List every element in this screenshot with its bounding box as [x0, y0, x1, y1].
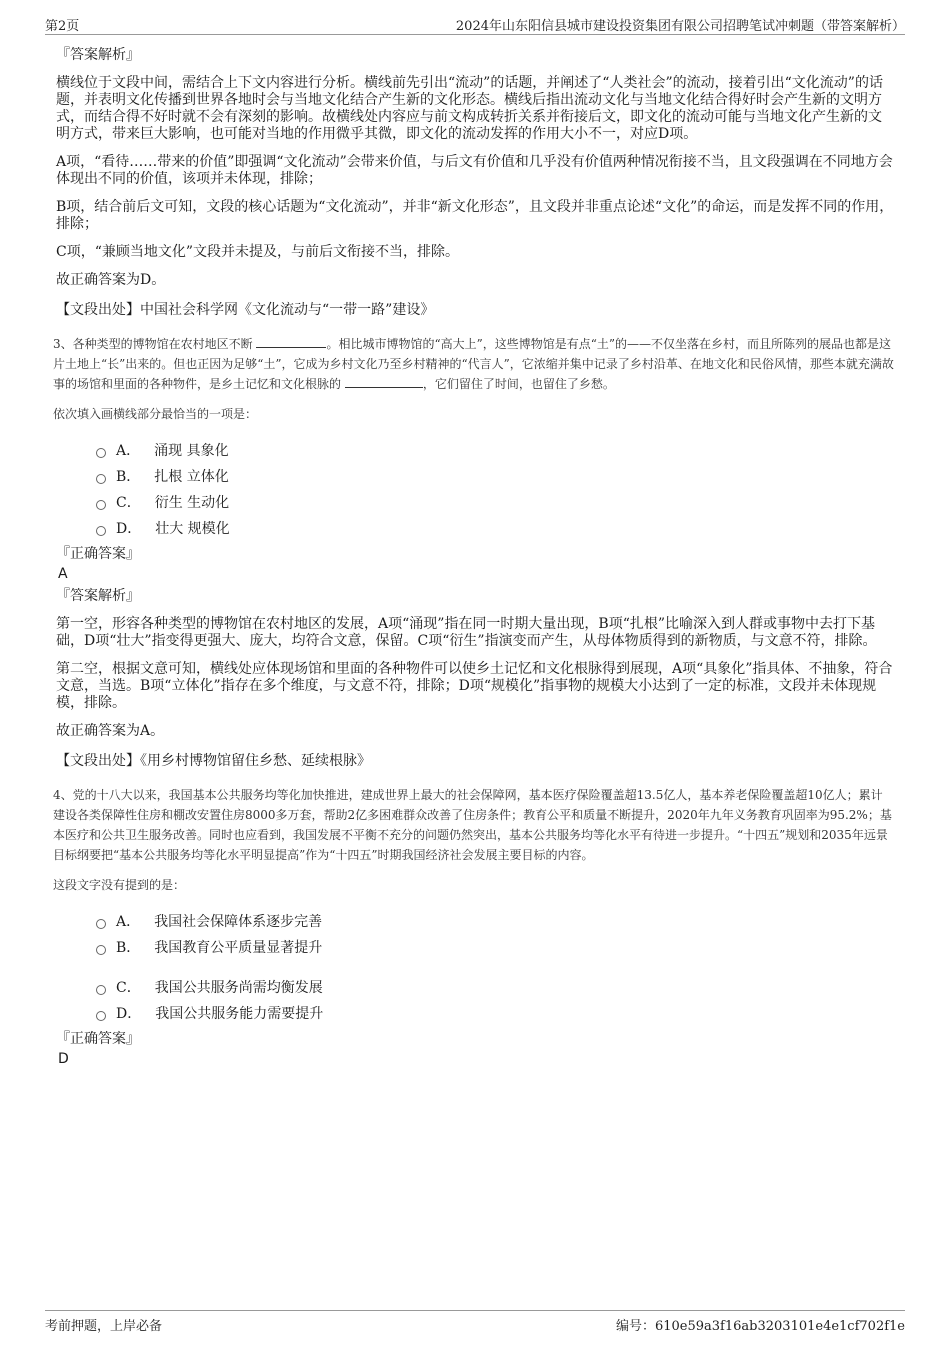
question-prompt: 这段文字没有提到的是：: [53, 878, 186, 892]
option-text: 我国公共服务尚需均衡发展: [154, 980, 323, 996]
analysis-paragraph: B项，结合前后文可知，文段的核心话题为“文化流动”，并非“新文化形态”，且文段并非重点论述“文化”的命运，而是发挥不同的作用，排除；: [56, 199, 894, 232]
analysis-paragraph: 横线位于文段中间，需结合上下文内容进行分析。横线前先引出“流动”的话题，并阐述了“人类社会”的流动，接着引出“文化流动”的话题，并表明文化传播到世界各地时会与当地文化结合产生新的文化形态。横线后指出流动文化与当地文化结合得好时会产生新的文明方式，而结合得不好时就不会有深刻的影响。故横线处内容应与前文构成转折关系并衔接后文，即文化的流动可能与当地文化产生新的文明方式，带来巨大影响，也可能对当地的作用微乎其微，即文化的流动发挥的作用大小不一，对应D项。: [56, 75, 883, 142]
answer-title: 『正确答案』: [56, 1031, 140, 1047]
question-prompt: 依次填入画横线部分最恰当的一项是：: [53, 407, 258, 421]
fill-blank-2: [345, 375, 423, 388]
document-id: 编号：610e59a3f16ab3203101e4e1cf702f1e: [615, 1319, 905, 1334]
option-letter: B．: [116, 940, 141, 956]
question-3: [53, 334, 894, 771]
radio-button-icon[interactable]: [96, 526, 106, 536]
page-footer: [45, 1310, 905, 1333]
radio-button-icon[interactable]: [96, 919, 106, 929]
correct-answer: D: [58, 1051, 69, 1067]
question-4: [53, 785, 894, 1069]
option-a[interactable]: [96, 909, 894, 935]
radio-button-icon[interactable]: [96, 985, 106, 995]
radio-button-icon[interactable]: [96, 500, 106, 510]
page-header: [45, 12, 905, 35]
analysis-conclusion: 故正确答案为D。: [56, 272, 166, 288]
document-title: 2024年山东阳信县城市建设投资集团有限公司招聘笔试冲刺题（带答案解析）: [455, 19, 905, 34]
question-text: 4、党的十八大以来，我国基本公共服务均等化加快推进，建成世界上最大的社会保障网，基本医疗保险覆盖超13.5亿人，基本养老保险覆盖超10亿人；累计建设各类保障性住房和棚改安置住房8000多万套，帮助2亿多困难群众改善了住房条件；教育公平和质量不断提升，2020年九年义务教育巩固率为95.2%；基本医疗和公共卫生服务改善。同时也应看到，我国发展不平衡不充分的问题仍然突出，基本公共服务均等化水平有待进一步提升。“十四五”规划和2035年远景目标纲要把“基本公共服务均等化水平明显提高”作为“十四五”时期我国经济社会发展主要目标的内容。: [53, 788, 892, 862]
passage-source: 【文段出处】《用乡村博物馆留住乡愁、延续根脉》: [56, 753, 371, 769]
option-a[interactable]: [96, 438, 894, 464]
option-text: 扎根 立体化: [154, 469, 229, 485]
option-letter: B．: [116, 469, 141, 485]
footer-slogan: 考前押题，上岸必备: [45, 1319, 163, 1334]
radio-button-icon[interactable]: [96, 1011, 106, 1021]
radio-button-icon[interactable]: [96, 448, 106, 458]
option-d[interactable]: [96, 1001, 894, 1027]
option-text: 我国教育公平质量显著提升: [154, 940, 323, 956]
analysis-paragraph: C项，“兼顾当地文化”文段并未提及，与前后文衔接不当，排除。: [56, 244, 460, 260]
analysis-paragraph: 第一空，形容各种类型的博物馆在农村地区的发展，A项“涌现”指在同一时期大量出现，B项“扎根”比喻深入到人群或事物中去打下基础，D项“壮大”指变得更强大、庞大，均符合文意，保留。C项“衍生”指演变而产生，从母体物质得到的新物质，与文意不符，排除。: [56, 616, 877, 649]
analysis-paragraph: A项，“看待……带来的价值”即强调“文化流动”会带来价值，与后文有价值和几乎没有价值两种情况衔接不当，且文段强调在不同地方会体现出不同的价值，该项并未体现，排除；: [56, 154, 893, 187]
option-c[interactable]: [96, 490, 894, 516]
option-text: 我国公共服务能力需要提升: [155, 1006, 324, 1022]
question-text-part: 。相比城市博物馆的“高大上”，这些博物馆是有点“土”的——不仅坐落在乡村，而且所陈列的展品也都是这片土地上“长”出来的。但也正因为足够“土”，它成为乡村文化乃至乡村精神的“代言人”，它浓缩并集中记录了乡村沿革、在地文化和民俗风情，那些本就充满故事的场馆和里面的各种物件，是乡土记忆和文化根脉的: [53, 337, 894, 391]
option-text: 衍生 生动化: [154, 495, 230, 511]
option-text: 我国社会保障体系逐步完善: [154, 914, 323, 930]
option-letter: C．: [116, 495, 141, 511]
analysis-title: 『答案解析』: [56, 588, 140, 604]
analysis-paragraph: 第二空，根据文意可知，横线处应体现场馆和里面的各种物件可以使乡土记忆和文化根脉得到展现，A项“具象化”指具体、不抽象，符合文意，当选。B项“立体化”指存在多个维度，与文意不符，排除；D项“规模化”指事物的规模大小达到了一定的标准，文段并未体现规模，排除。: [56, 661, 893, 711]
question-text-part: 3、各种类型的博物馆在农村地区不断: [53, 337, 253, 351]
option-list: [96, 909, 894, 1027]
question-text-part: ，它们留住了时间，也留住了乡愁。: [422, 377, 615, 391]
option-letter: D．: [116, 1006, 142, 1022]
option-b[interactable]: [96, 464, 894, 490]
option-text: 壮大 规模化: [155, 521, 230, 537]
radio-button-icon[interactable]: [96, 474, 106, 484]
option-letter: A．: [116, 914, 141, 930]
analysis-title: 『答案解析』: [56, 47, 140, 63]
correct-answer: A: [58, 566, 68, 582]
fill-blank-1: [256, 335, 326, 348]
option-list: [96, 438, 894, 542]
option-c[interactable]: [96, 975, 894, 1001]
option-d[interactable]: [96, 516, 894, 542]
answer-title: 『正确答案』: [56, 546, 140, 562]
analysis-block-q2: [56, 45, 894, 320]
option-text: 涌现 具象化: [154, 443, 229, 459]
radio-button-icon[interactable]: [96, 945, 106, 955]
option-letter: A．: [116, 443, 141, 459]
option-b[interactable]: [96, 935, 894, 961]
option-letter: C．: [116, 980, 141, 996]
passage-source: 【文段出处】中国社会科学网《文化流动与“一带一路”建设》: [56, 302, 435, 318]
page-number: 第2页: [45, 19, 80, 34]
main-content: [53, 45, 894, 1071]
question-text: [53, 334, 894, 394]
option-letter: D．: [116, 521, 142, 537]
analysis-conclusion: 故正确答案为A。: [56, 723, 165, 739]
